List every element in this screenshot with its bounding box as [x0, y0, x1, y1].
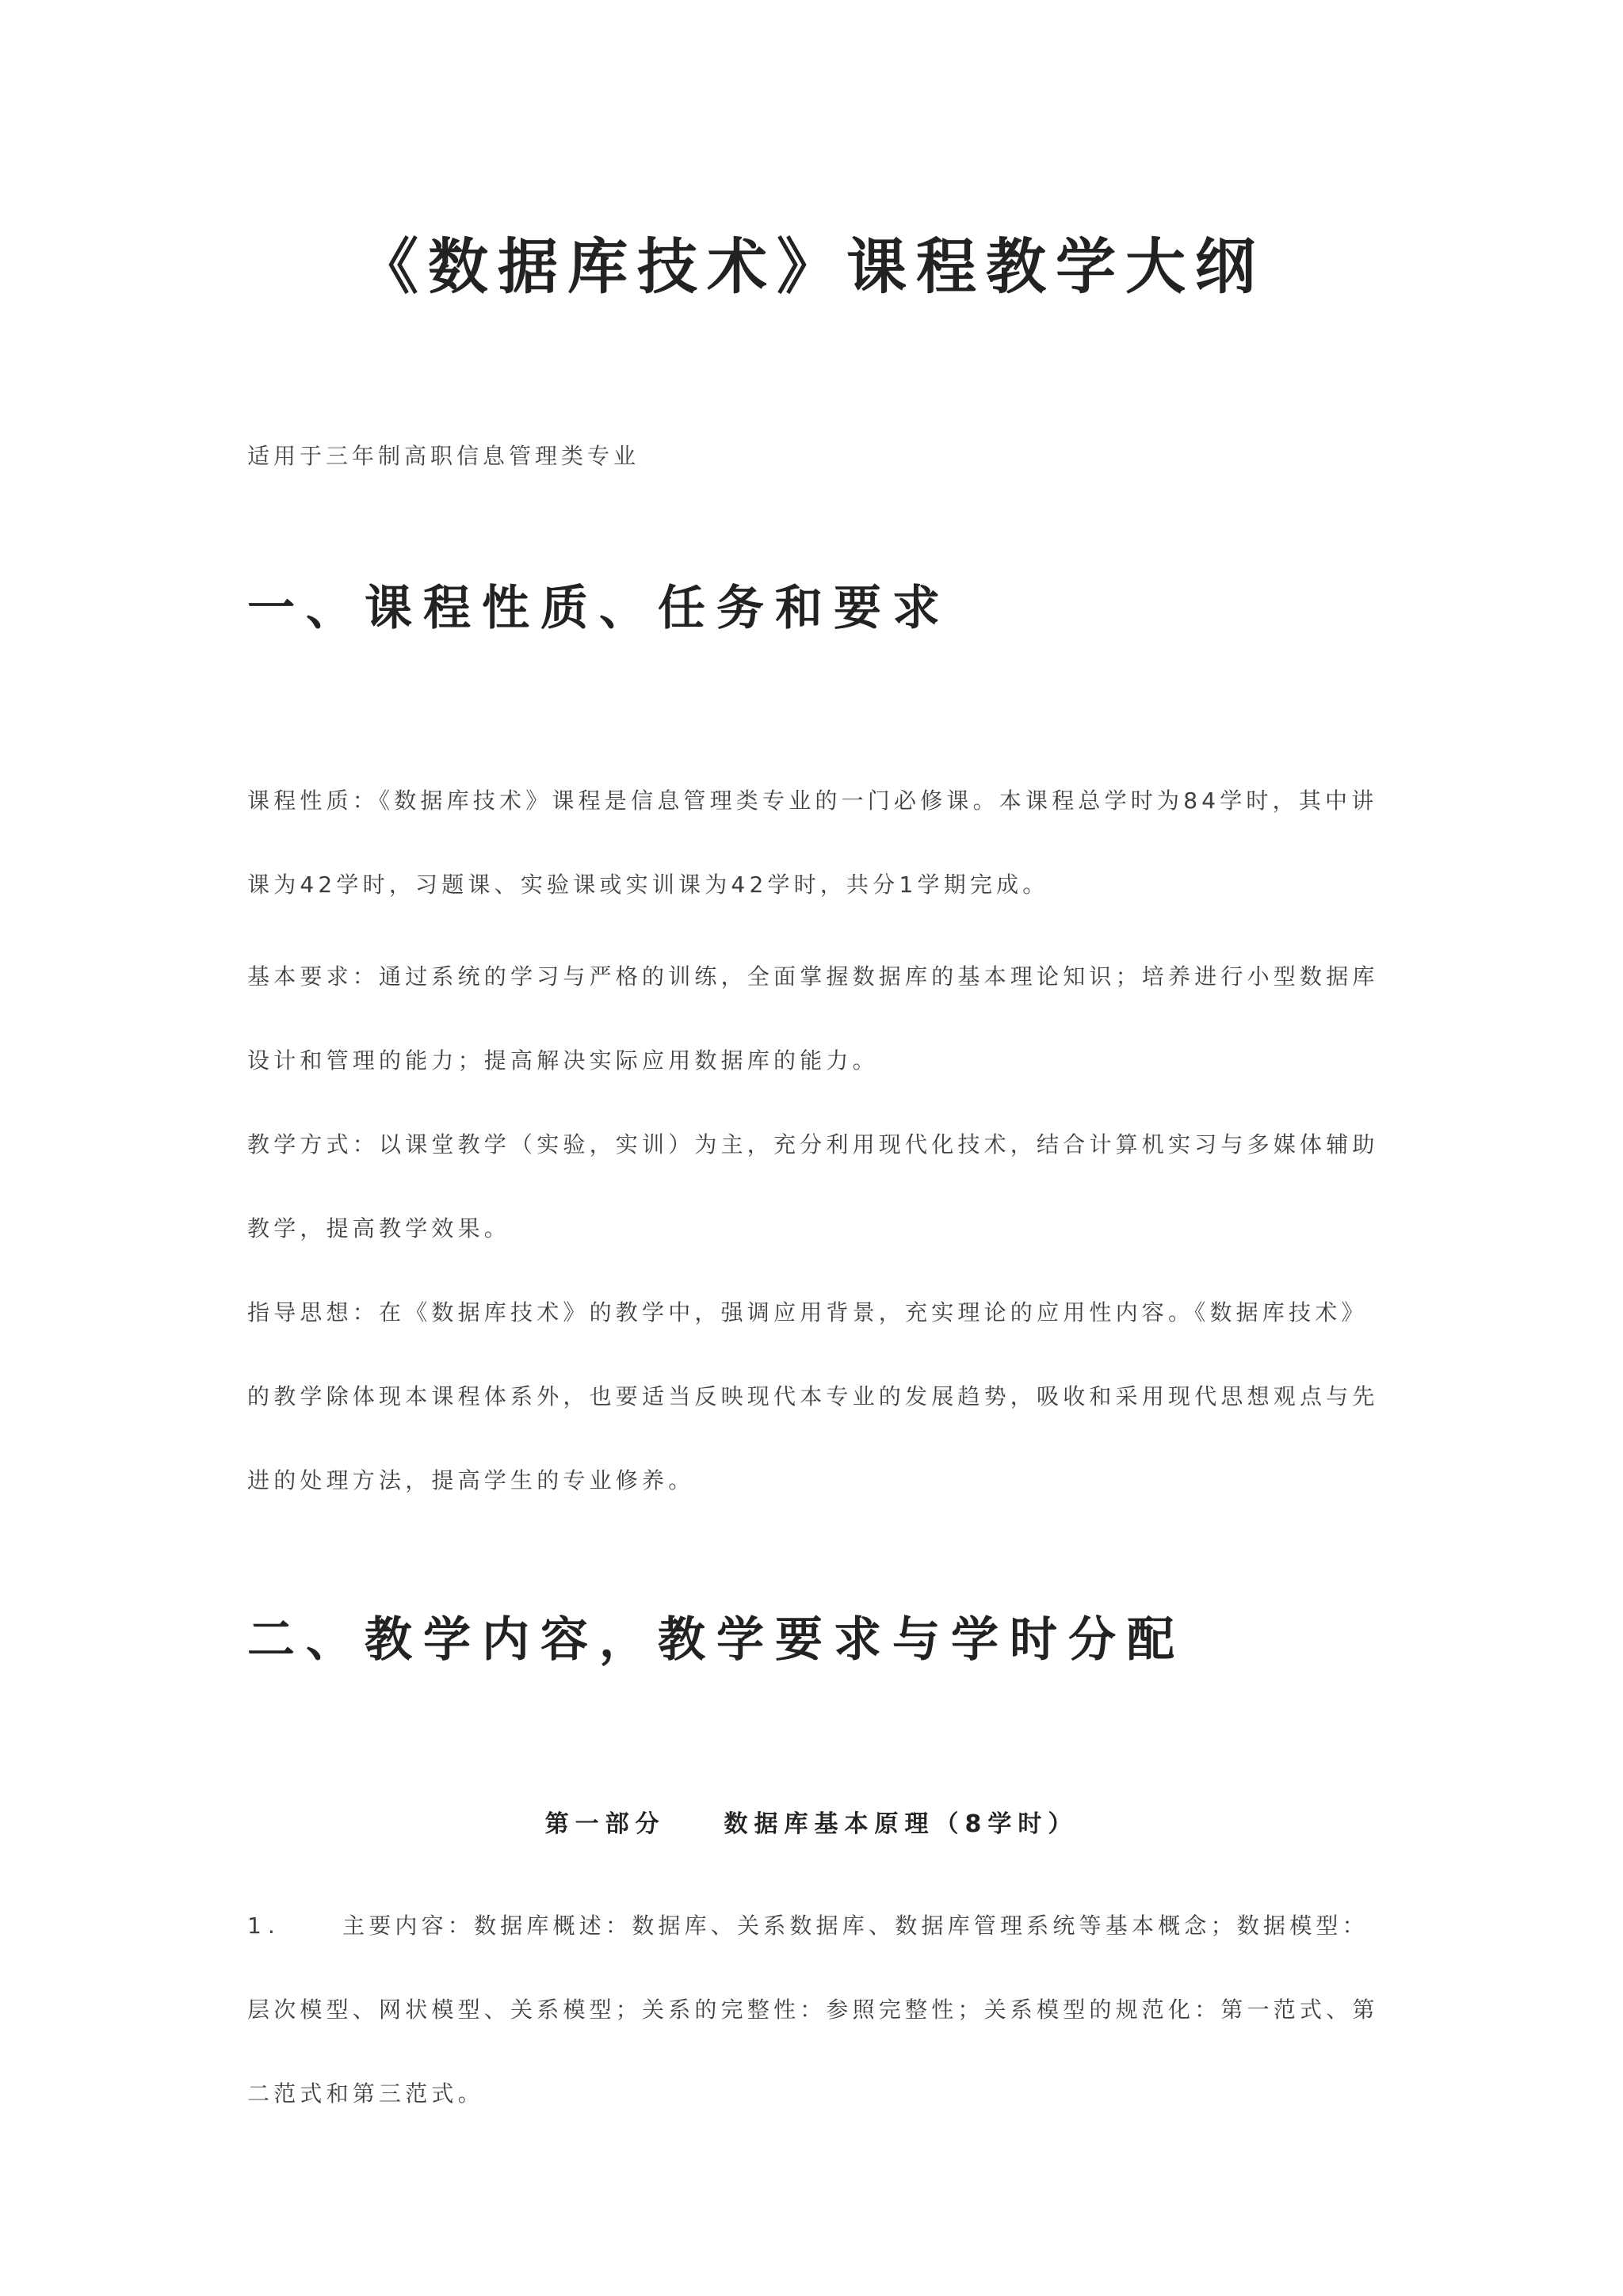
list-item-text: 主要内容：数据库概述：数据库、关系数据库、数据库管理系统等基本概念；数据模型：层次模型、网状模型、关系模型；关系的完整性：参照完整性；关系模型的规范化：第一范式、第二范式和第三范式。	[247, 1913, 1379, 2107]
section-heading-2: 二、教学内容，教学要求与学时分配	[247, 1612, 1186, 1668]
paragraph-course-nature: 课程性质：《数据库技术》课程是信息管理类专业的一门必修课。本课程总学时为84学时，其中讲课为42学时，习题课、实验课或实训课为42学时，共分1学期完成。	[247, 788, 1378, 898]
list-item	[247, 1884, 1388, 2136]
document-subtitle: 适用于三年制高职信息管理类专业	[247, 443, 640, 469]
part-title: 第一部分 数据库基本原理（8学时）	[544, 1810, 1079, 1838]
list-item-number: 1.	[247, 1913, 281, 1939]
paragraph-basic-requirements: 基本要求：通过系统的学习与严格的训练，全面掌握数据库的基本理论知识；培养进行小型数据库设计和管理的能力；提高解决实际应用数据库的能力。	[247, 963, 1379, 1074]
section-heading-1: 一、课程性质、任务和要求	[247, 581, 951, 636]
paragraph-teaching-method: 教学方式：以课堂教学（实验，实训）为主，充分利用现代化技术，结合计算机实习与多媒体辅助教学，提高教学效果。	[247, 1131, 1379, 1241]
document-title: 《数据库技术》课程教学大纲	[358, 231, 1265, 302]
paragraph-guiding-idea: 指导思想：在《数据库技术》的教学中，强调应用背景，充实理论的应用性内容。《数据库技术》的教学除体现本课程体系外，也要适当反映现代本专业的发展趋势，吸收和采用现代思想观点与先进的处理方法，提高学生的专业修养。	[247, 1299, 1379, 1493]
